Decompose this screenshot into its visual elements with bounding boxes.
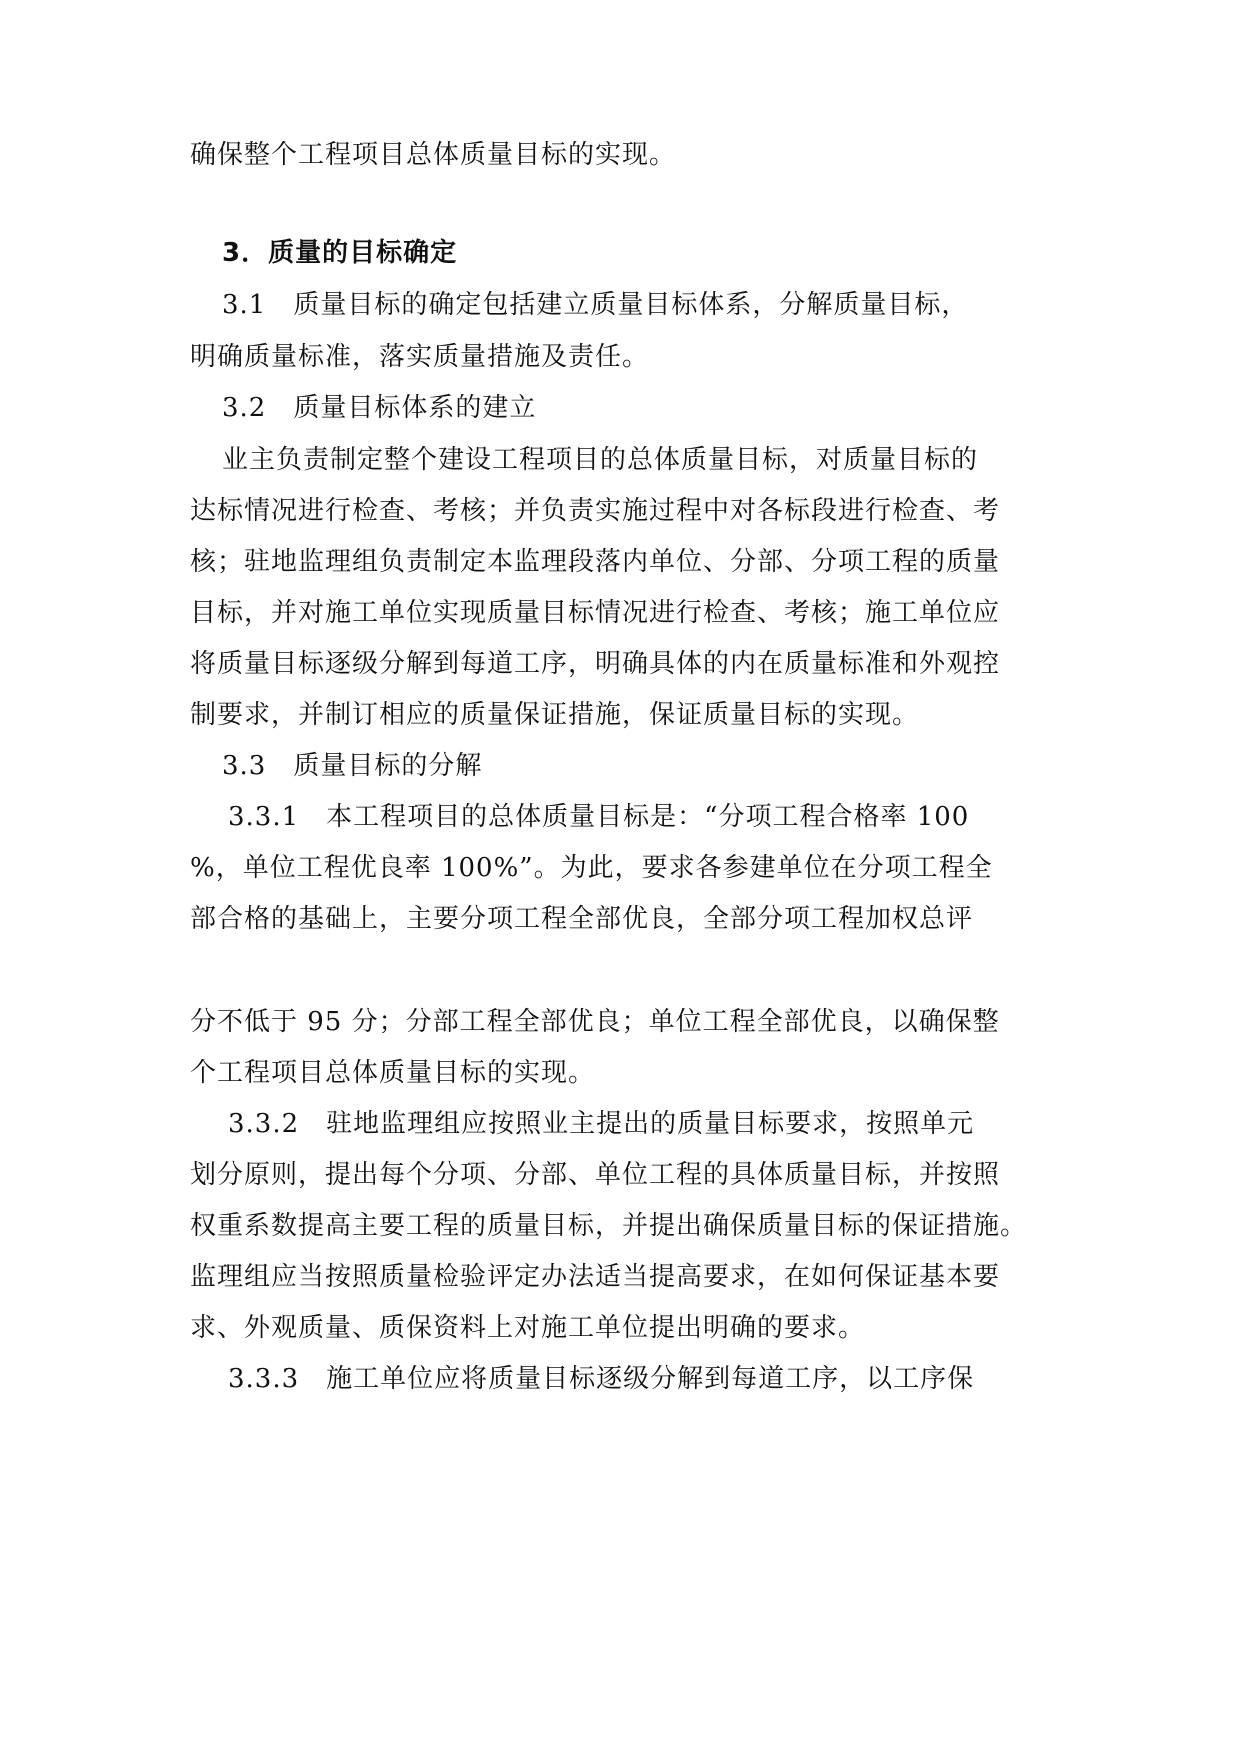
subsection-line: 3.1 质量目标的确定包括建立质量目标体系，分解质量目标， — [222, 290, 969, 320]
paragraph-line: 部合格的基础上，主要分项工程全部优良，全部分项工程加权总评 — [190, 904, 974, 934]
paragraph-line: %，单位工程优良率 100%”。为此，要求各参建单位在分项工程全 — [190, 853, 993, 883]
paragraph-line: 核；驻地监理组负责制定本监理段落内单位、分部、分项工程的质量 — [190, 547, 1001, 577]
paragraph-line: 业主负责制定整个建设工程项目的总体质量目标，对质量目标的 — [222, 445, 979, 475]
paragraph-line: 确保整个工程项目总体质量目标的实现。 — [190, 140, 677, 170]
paragraph-line: 制要求，并制订相应的质量保证措施，保证质量目标的实现。 — [190, 700, 920, 730]
paragraph-line: 3.3.1 本工程项目的总体质量目标是：“分项工程合格率 100 — [228, 802, 970, 832]
paragraph-line: 明确质量标准，落实质量措施及责任。 — [190, 342, 650, 372]
paragraph-line: 监理组应当按照质量检验评定办法适当提高要求，在如何保证基本要 — [190, 1262, 1001, 1292]
subsection-heading: 3.2 质量目标体系的建立 — [222, 393, 537, 423]
paragraph-line: 求、外观质量、质保资料上对施工单位提出明确的要求。 — [190, 1313, 866, 1343]
paragraph-line: 3.3.3 施工单位应将质量目标逐级分解到每道工序，以工序保 — [228, 1364, 975, 1394]
paragraph-line: 个工程项目总体质量目标的实现。 — [190, 1058, 596, 1088]
paragraph-line: 划分原则，提出每个分项、分部、单位工程的具体质量目标，并按照 — [190, 1160, 1001, 1190]
paragraph-line: 达标情况进行检查、考核；并负责实施过程中对各标段进行检查、考 — [190, 496, 1001, 526]
section-heading: 3．质量的目标确定 — [222, 238, 458, 268]
paragraph-line: 将质量目标逐级分解到每道工序，明确具体的内在质量标准和外观控 — [190, 649, 1001, 679]
paragraph-line: 权重系数提高主要工程的质量目标，并提出确保质量目标的保证措施。 — [190, 1211, 1028, 1241]
paragraph-line: 3.3.2 驻地监理组应按照业主提出的质量目标要求，按照单元 — [228, 1109, 975, 1139]
paragraph-line: 目标，并对施工单位实现质量目标情况进行检查、考核；施工单位应 — [190, 598, 1001, 628]
subsection-heading: 3.3 质量目标的分解 — [222, 751, 483, 781]
paragraph-line: 分不低于 95 分；分部工程全部优良；单位工程全部优良，以确保整 — [190, 1007, 1000, 1037]
